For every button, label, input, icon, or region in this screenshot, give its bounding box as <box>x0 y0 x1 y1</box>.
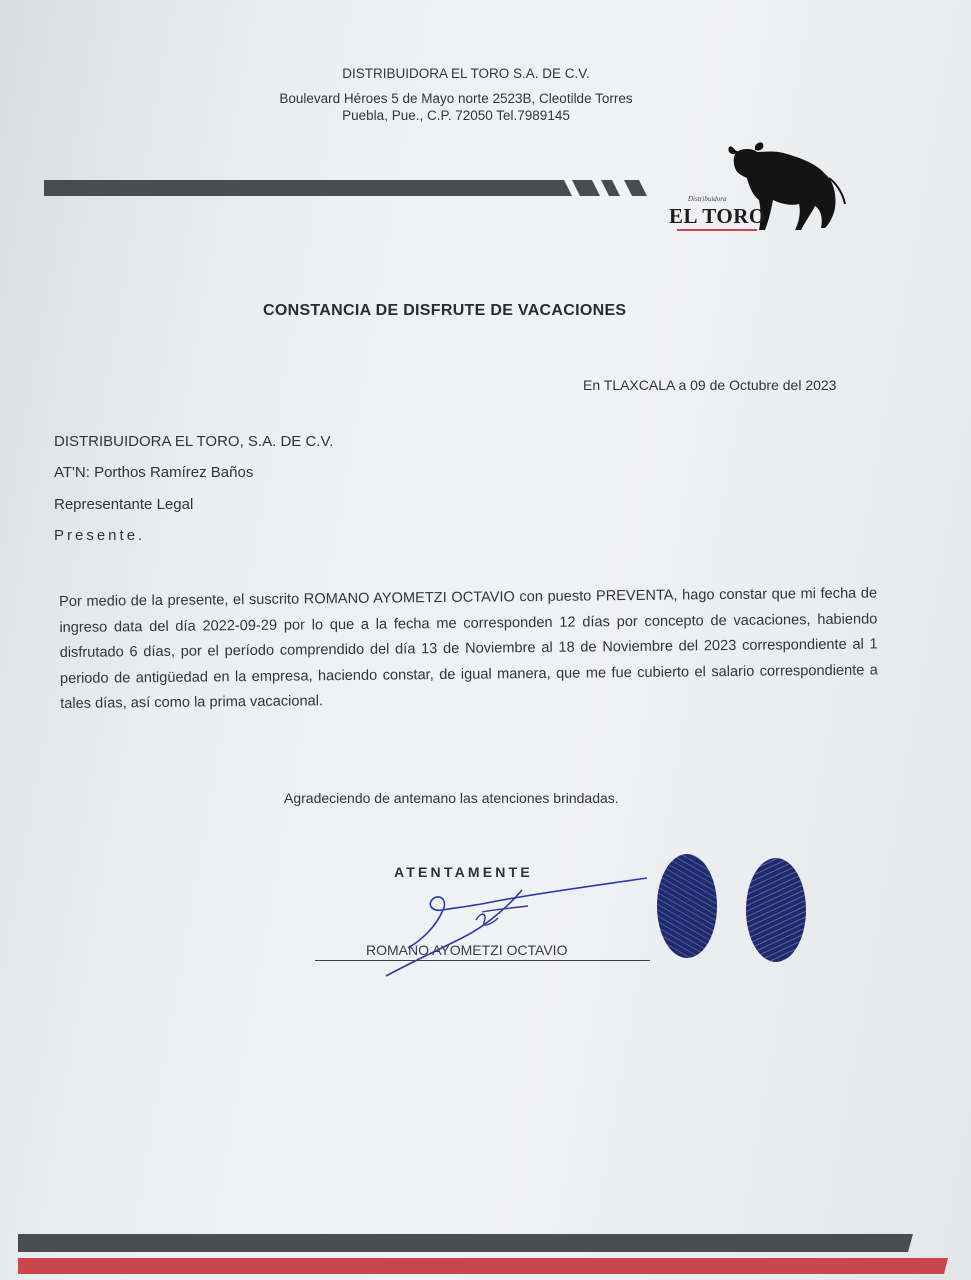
logo-name: EL TORO <box>669 204 766 228</box>
header-divider-bar <box>44 176 664 200</box>
footer-bars <box>18 1228 958 1278</box>
document-title: CONSTANCIA DE DISFRUTE DE VACACIONES <box>263 302 627 319</box>
closing-atentamente: ATENTAMENTE <box>394 864 533 880</box>
right-fingerprint <box>741 856 811 968</box>
footer-bar-dark <box>18 1234 913 1252</box>
recipient-role: Representante Legal <box>54 496 194 513</box>
header-bar-stripe <box>624 180 647 196</box>
place-date: En TLAXCALA a 09 de Octubre del 2023 <box>583 377 837 393</box>
letterhead-company: DISTRIBUIDORA EL TORO S.A. DE C.V. <box>342 66 590 81</box>
thanks-line: Agradeciendo de antemano las atenciones brindadas. <box>284 790 619 806</box>
footer-bar-red <box>18 1258 948 1274</box>
recipient-attn: AT'N: Porthos Ramírez Baños <box>54 464 254 481</box>
header-bar-main <box>44 180 572 196</box>
signer-name: ROMANO AYOMETZI OCTAVIO <box>366 942 568 958</box>
logo-small-text: Distribuidora <box>688 195 727 203</box>
handwritten-signature <box>372 868 672 983</box>
left-fingerprint <box>652 852 722 964</box>
header-bar-stripe <box>572 180 600 196</box>
body-paragraph: Por medio de la presente, el suscrito ROMANO AYOMETZI OCTAVIO con puesto PREVENTA, hago constar que mi fecha de ingreso data del día 2022-09-29 por lo que a la fecha me corresponden 12 días por concepto de vacaciones, habiendo disfrutado 6 días, por el período comprendido del día 13 de Noviembre al 18 de Noviembre del 2023 correspondiente al 1 periodo de antigüedad en la empresa, haciendo constar, de igual manera, que me fue cubierto el salario correspondiente a tales días, así como la prima vacacional. <box>59 585 878 712</box>
letterhead-address-line1: Boulevard Héroes 5 de Mayo norte 2523B, Cleotilde Torres <box>279 91 633 106</box>
recipient-presente: Presente. <box>54 527 146 544</box>
header-bar-stripe <box>601 180 620 196</box>
recipient-company: DISTRIBUIDORA EL TORO, S.A. DE C.V. <box>54 433 334 450</box>
letterhead-address-line2: Puebla, Pue., C.P. 72050 Tel.7989145 <box>342 108 570 123</box>
logo-underline <box>677 229 757 231</box>
